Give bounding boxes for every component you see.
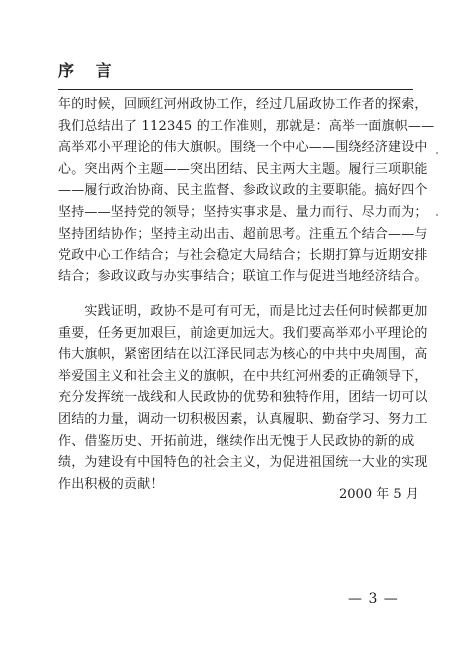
margin-mark — [436, 152, 438, 154]
body-text-line: 年的时候，回顾红河州政协工作，经过几届政协工作者的探索， — [58, 97, 428, 112]
body-text-line: 党政中心工作结合；与社会稳定大局结合；长期打算与近期安排 — [58, 248, 428, 263]
body-text-line: 伟大旗帜，紧密团结在以江泽民同志为核心的中共中央周围，高 — [58, 347, 428, 362]
body-text-line: 心。突出两个主题——突出团结、民主两大主题。履行三项职能 — [58, 162, 428, 177]
body-text-line: 坚持团结协作；坚持主动出击、超前思考。注重五个结合——与 — [58, 227, 428, 242]
body-text-line: 作、借鉴历史、开拓前进，继续作出无愧于人民政协的新的成 — [58, 434, 415, 449]
header-divider — [58, 89, 413, 90]
body-text-line: 坚持——坚持党的领导；坚持实事求是、量力而行、尽力而为； — [58, 205, 428, 220]
body-text-line: 结合；参政议政与办实事结合；联谊工作与促进当地经济结合。 — [58, 269, 428, 284]
body-text-line: 高举邓小平理论的伟大旗帜。围绕一个中心——围绕经济建设中 — [58, 140, 428, 155]
body-text-line: 团结的力量，调动一切积极因素，认真履职、勤奋学习、努力工 — [58, 412, 428, 427]
body-text-line: 重要，任务更加艰巨，前途更加远大。我们要高举邓小平理论的 — [58, 326, 428, 341]
body-text-line: 举爱国主义和社会主义的旗帜，在中共红河州委的正确领导下， — [58, 369, 428, 384]
body-text-line: 我们总结出了 112345 的工作准则，那就是：高举一面旗帜—— — [58, 119, 435, 134]
signature-date: 2000 年 5 月 — [339, 487, 419, 502]
body-text-line: ——履行政治协商、民主监督、参政议政的主要职能。搞好四个 — [58, 183, 428, 198]
body-text-line: 作出积极的贡献！ — [58, 477, 164, 492]
body-text-line: 实践证明，政协不是可有可无，而是比过去任何时候都更加 — [58, 304, 428, 319]
margin-mark — [436, 214, 438, 216]
page-header-title: 序 言 — [58, 61, 120, 80]
body-text-line: 充分发挥统一战线和人民政协的优势和独特作用，团结一切可以 — [58, 390, 428, 405]
body-text-line: 绩，为建设有中国特色的社会主义，为促进祖国统一大业的实现 — [58, 455, 428, 470]
page-number: — 3 — — [348, 591, 399, 607]
